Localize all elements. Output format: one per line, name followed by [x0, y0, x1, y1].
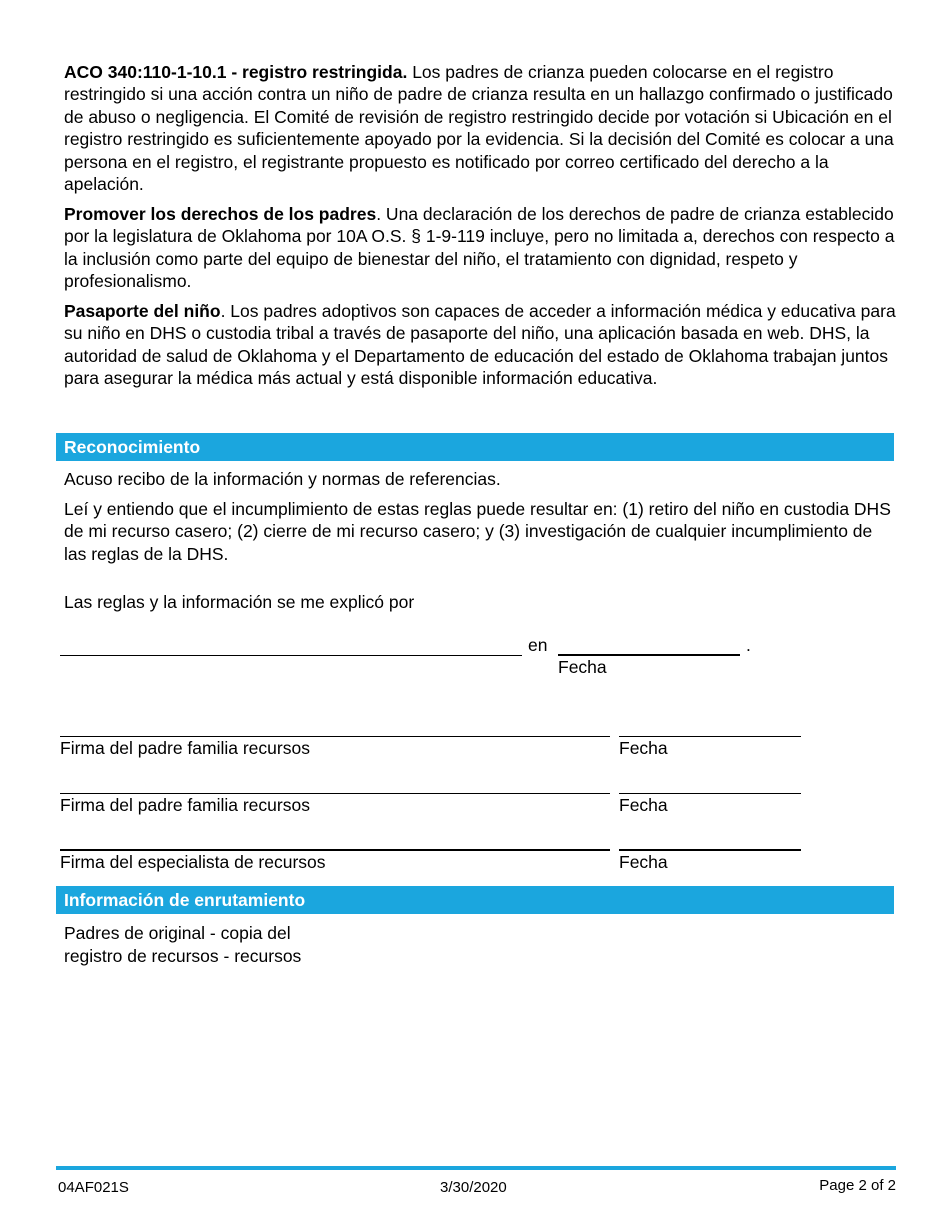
signature-label-parent-1: Firma del padre familia recursos [60, 738, 310, 758]
period-mark: . [746, 635, 751, 655]
page-number: Page 2 of 2 [819, 1177, 896, 1194]
rights-body: . Una declaración de los derechos de padre de crianza establecido por la legislatura de Oklahoma por 10A O.S. § 1-9-119 incluye, pero no limitada a, derechos con respecto a la inclusión como parte del equipo de bienestar del niño, el tratamiento con dignidad, respeto y profesionalismo. [64, 204, 895, 292]
signature-label-specialist: Firma del especialista de recursos [60, 852, 326, 872]
form-number: 04AF021S [58, 1179, 129, 1196]
form-date: 3/30/2020 [440, 1179, 507, 1196]
aco-heading: ACO 340:110-1-10.1 - registro restringida. [64, 62, 408, 82]
paragraph-child-passport [64, 300, 896, 390]
date-label-parent-2: Fecha [619, 795, 668, 815]
paragraph-aco-restricted-registry [64, 61, 896, 195]
explained-by-text: Las reglas y la información se me explicó por [64, 592, 415, 612]
signature-label-parent-2: Firma del padre familia recursos [60, 795, 310, 815]
passport-body: . Los padres adoptivos son capaces de acceder a información médica y educativa para su niño en DHS o custodia tribal a través de pasaporte del niño, una aplicación basada en web. DHS, la autoridad de salud de Oklahoma y el Departamento de educación del estado de Oklahoma trabajan juntos para asegurar la médica más actual y está disponible información educativa. [64, 301, 896, 389]
paragraph-parent-rights [64, 203, 896, 293]
date-label-parent-1: Fecha [619, 738, 668, 758]
routing-header: Información de enrutamiento [56, 886, 894, 914]
acknowledgement-header: Reconocimiento [56, 433, 894, 461]
footer-rule [56, 1166, 896, 1170]
routing-line-1: Padres de original - copia del [64, 923, 291, 943]
explained-date-label: Fecha [558, 657, 607, 677]
en-label: en [528, 635, 548, 655]
passport-heading: Pasaporte del niño [64, 301, 221, 321]
acknowledgement-consequences-text: Leí y entiendo que el incumplimiento de estas reglas puede resultar en: (1) retiro del niño en custodia DHS de mi recurso casero; (2) cierre de mi recurso casero; y (3) investigación de cualquier incumplimiento de las reglas de la DHS. [64, 499, 891, 564]
routing-line-2: registro de recursos - recursos [64, 946, 302, 966]
rights-heading: Promover los derechos de los padres [64, 204, 377, 224]
explained-by-signature-line[interactable] [60, 655, 522, 656]
aco-body: Los padres de crianza pueden colocarse en el registro restringido si una acción contra un niño de padre de crianza resulta en un hallazgo confirmado o justificado de abuso o negligencia. El Comité de revisión de registro restringido decide por votación si Ubicación en el registro restringido es suficientemente apoyado por la evidencia. Si la decisión del Comité es colocar a una persona en el registro, el registrante propuesto es notificado por correo certificado del derecho a la apelación. [64, 62, 894, 195]
date-label-specialist: Fecha [619, 852, 668, 872]
acknowledgement-receipt-text: Acuso recibo de la información y normas de referencias. [64, 469, 501, 489]
